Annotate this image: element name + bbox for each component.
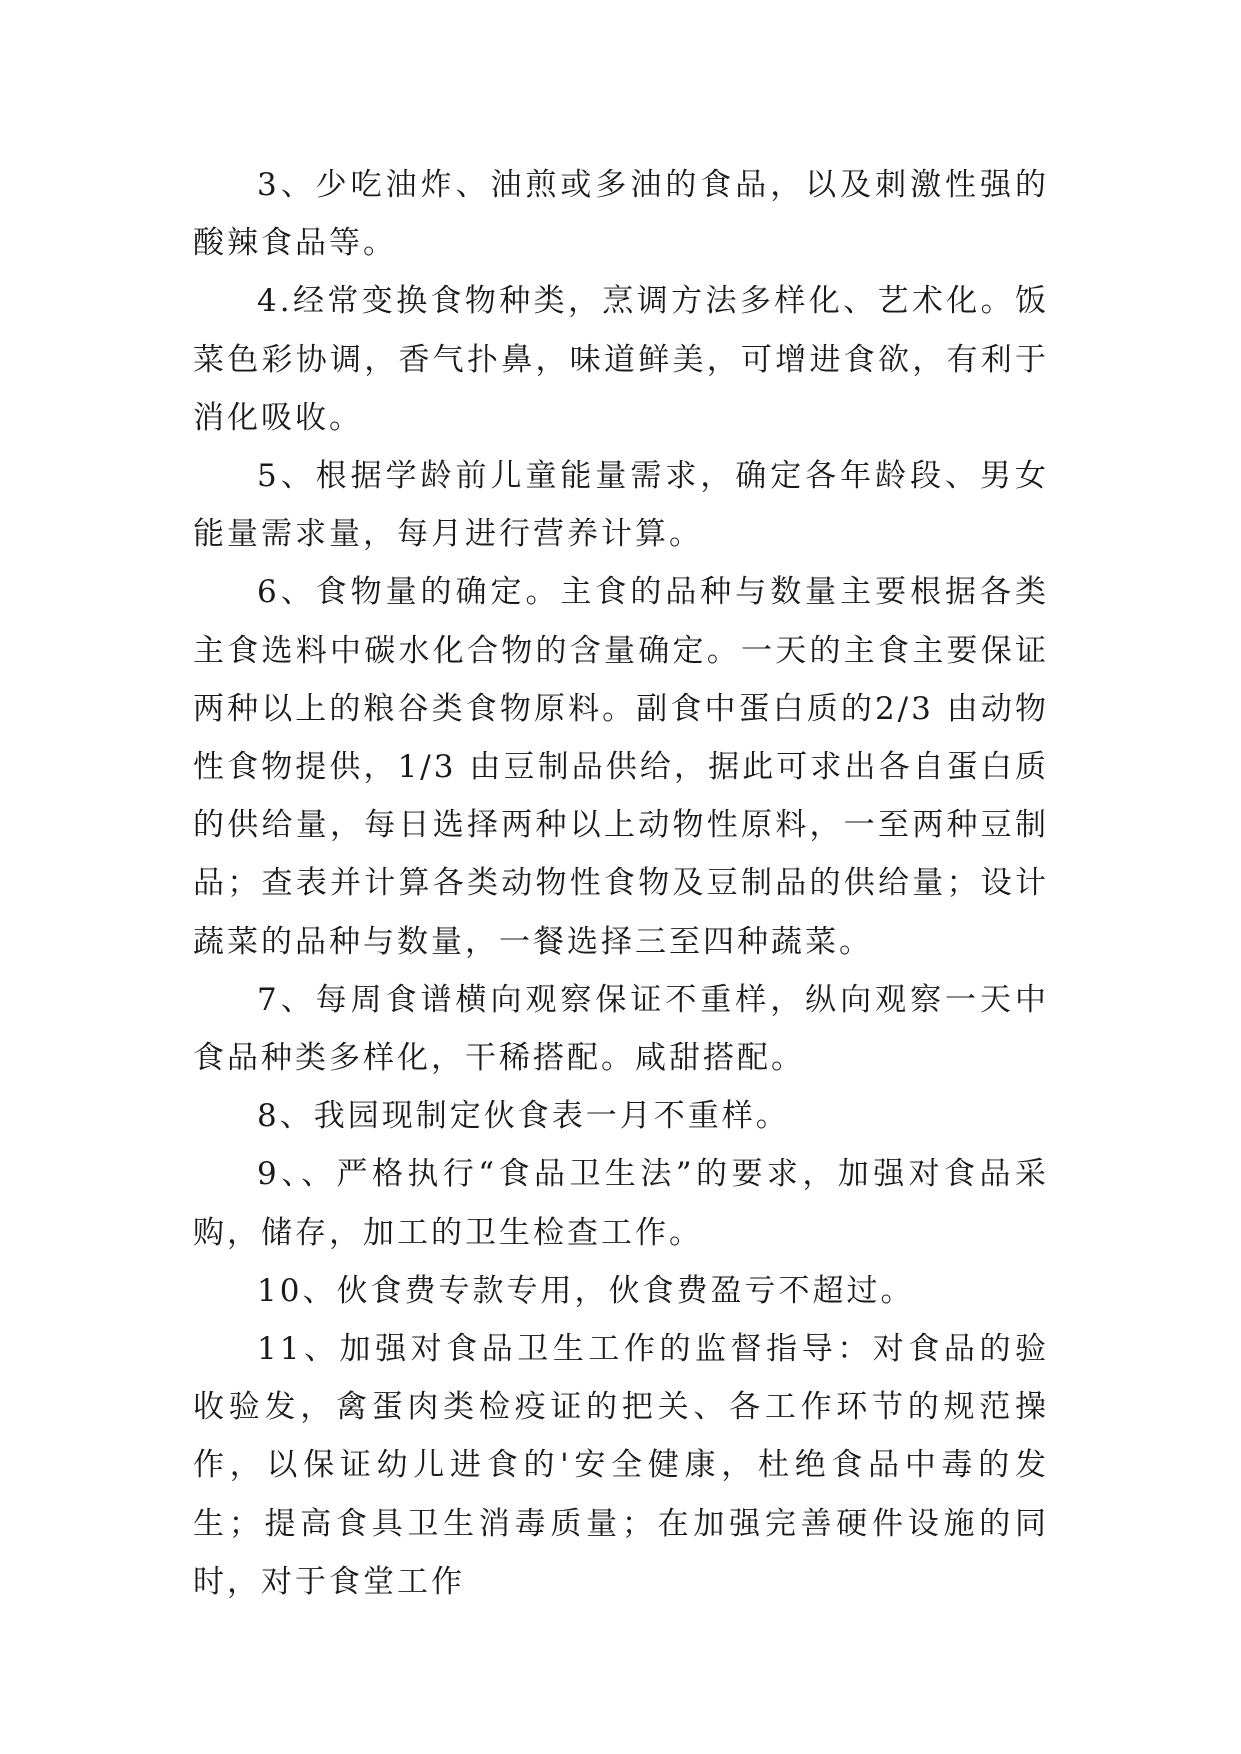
paragraph-item-6: 6、食物量的确定。主食的品种与数量主要根据各类主食选料中碳水化合物的含量确定。一天的主食主要保证两种以上的粮谷类食物原料。副食中蛋白质的2/3 由动物性食物提供，1/3 由豆制品供给，据此可求出各自蛋白质的供给量，每日选择两种以上动物性原料，一至两种豆制品；查表并计算各类动物性食物及豆制品的供给量；设计蔬菜的品种与数量，一餐选择三至四种蔬菜。 [193, 574, 1049, 960]
paragraph-item-11: 11、加强对食品卫生工作的监督指导：对食品的验收验发，禽蛋肉类检疫证的把关、各工作环节的规范操作，以保证幼儿进食的'安全健康，杜绝食品中毒的发生；提高食具卫生消毒质量；在加强完善硬件设施的同时，对于食堂工作 [193, 1331, 1049, 1600]
paragraph-item-3: 3、少吃油炸、油煎或多油的食品，以及刺激性强的酸辣食品等。 [193, 167, 1049, 262]
paragraph-item-4: 4.经常变换食物种类，烹调方法多样化、艺术化。饭菜色彩协调，香气扑鼻，味道鲜美，可增进食欲，有利于消化吸收。 [193, 283, 1049, 436]
paragraph-item-8: 8、我园现制定伙食表一月不重样。 [257, 1098, 790, 1135]
paragraph-item-10: 10、伙食费专款专用，伙食费盈亏不超过。 [257, 1272, 915, 1309]
document-body [193, 156, 1049, 1611]
paragraph-item-9: 9、、严格执行“食品卫生法”的要求，加强对食品采购，储存，加工的卫生检查工作。 [193, 1156, 1049, 1251]
paragraph-item-7: 7、每周食谱横向观察保证不重样，纵向观察一天中食品种类多样化，干稀搭配。咸甜搭配。 [193, 981, 1049, 1077]
paragraph-item-5: 5、根据学龄前儿童能量需求，确定各年龄段、男女能量需求量，每月进行营养计算。 [193, 458, 1049, 553]
